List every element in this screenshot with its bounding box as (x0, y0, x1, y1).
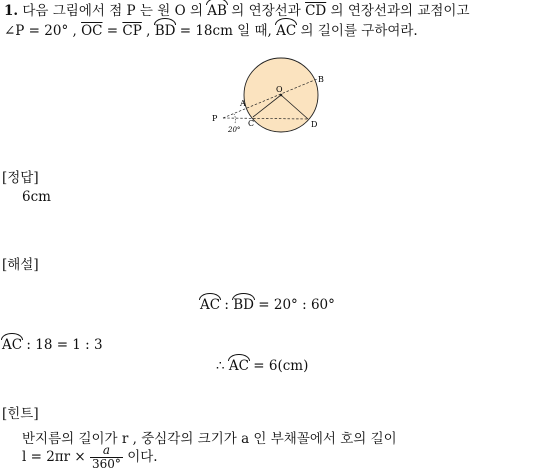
question-text: ∠P = 20° , (4, 23, 82, 39)
arc-bd: BD (154, 23, 176, 39)
fraction-numerator: a (90, 444, 123, 458)
eq-text: = 6(cm) (248, 358, 309, 374)
question-text: 의 연장선과의 교점이고 (326, 3, 470, 19)
explanation-eq1 (200, 297, 335, 313)
question-text: 다음 그림에서 점 P 는 원 O 의 (22, 3, 208, 19)
center-point (280, 94, 283, 97)
arc-ac: AC (276, 23, 297, 39)
label-a: A (240, 99, 246, 108)
label-b: B (318, 75, 324, 84)
angle-p-arc (234, 114, 235, 123)
label-p: P (212, 114, 218, 123)
eq-text: = 20° : 60° (253, 297, 335, 313)
label-angle: 20° (228, 126, 241, 134)
arc-ab: AB (207, 3, 227, 19)
arc-bd: BD (233, 297, 254, 313)
arc-ac: AC (200, 297, 221, 313)
question-text: 의 연장선과 (226, 3, 306, 19)
explanation-heading: [해설] (2, 257, 39, 273)
question-text: 의 길이를 구하여라. (296, 23, 418, 39)
fraction (90, 444, 123, 471)
fraction-denominator: 360° (92, 457, 121, 471)
eq-text: : 18 = 1 : 3 (22, 337, 103, 353)
hint-formula: 이다. (122, 449, 158, 465)
question-number: 1. (4, 3, 19, 19)
answer-heading: [정답] (2, 170, 39, 186)
question-text: = (102, 23, 123, 39)
question-line-1 (4, 2, 470, 20)
hint-heading: [힌트] (2, 406, 39, 422)
label-c: C (248, 119, 255, 128)
segment-oc: $\overline{OC}$ (81, 23, 103, 39)
hint-line-2 (22, 444, 158, 471)
question-line-2 (4, 22, 418, 40)
eq-text: : (220, 297, 234, 313)
segment-cd: $\overline{CD}$ (305, 3, 327, 19)
question-text: = 18cm 일 때, (175, 23, 277, 39)
eq-text: ∴ (216, 358, 229, 374)
explanation-eq3 (216, 358, 308, 374)
arc-ac: AC (2, 337, 23, 353)
question-text: , (141, 23, 155, 39)
geometry-figure (195, 52, 345, 142)
label-d: D (311, 120, 318, 129)
hint-line-1: 반지름의 길이가 r , 중심각의 크기가 a 인 부채꼴에서 호의 길이 (22, 431, 397, 447)
hint-formula: l = 2πr × (22, 449, 91, 465)
segment-cp: $\overline{CP}$ (122, 23, 142, 39)
label-o: O (276, 85, 283, 94)
arc-ac: AC (228, 358, 249, 374)
explanation-eq2 (2, 337, 103, 353)
answer-value: 6cm (22, 189, 51, 205)
